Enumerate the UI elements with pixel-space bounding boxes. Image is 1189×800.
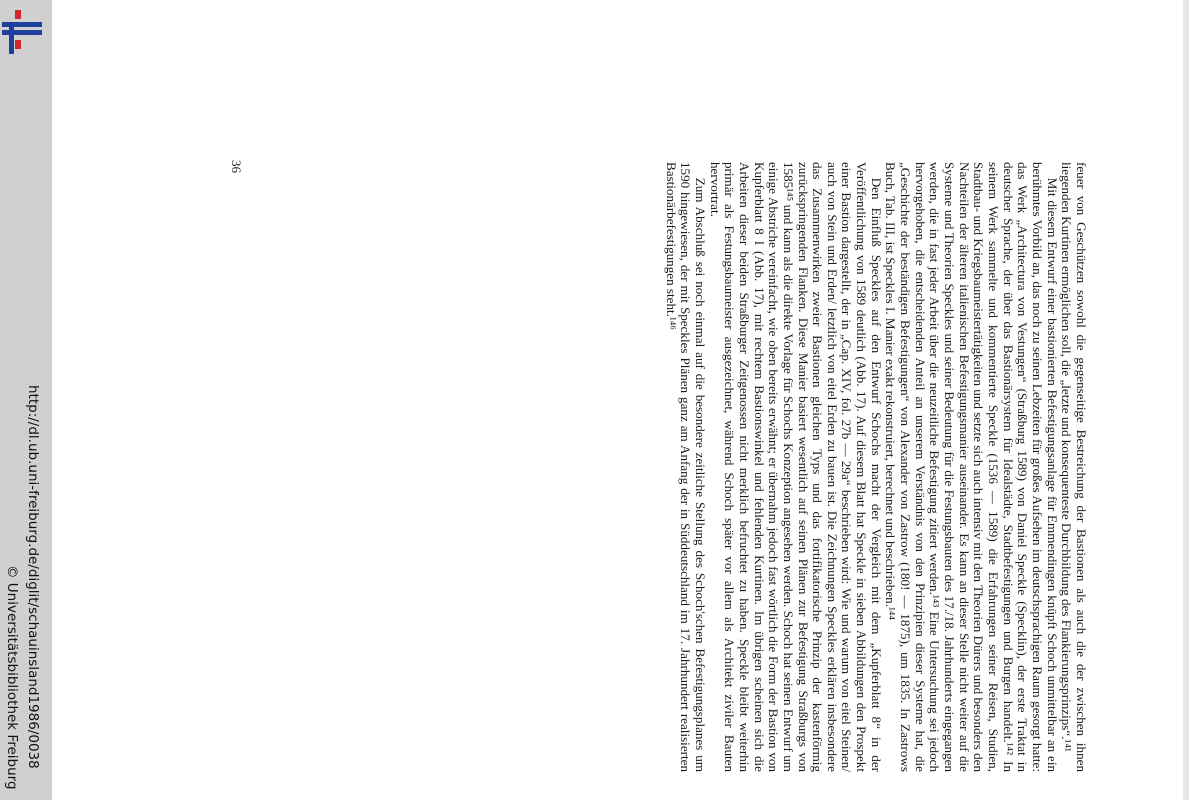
copyright-notice: © Universitätsbibliothek Freiburg xyxy=(4,565,20,790)
page-text xyxy=(353,162,1088,772)
page-edge xyxy=(1183,0,1189,800)
source-url[interactable]: http://dl.ub.uni-freiburg.de/diglit/schauinsland1986/0038 xyxy=(25,385,41,769)
paragraph-1: feuer von Geschützen sowohl die gegenseitige Bestreichung der Bastionen als auch die der zwischen ihnen liegenden Kurtinen ermöglichen soll, die „letzte und konsequenteste Durchbildung des Flankierungsprinzips“.¹⁴¹ xyxy=(1059,162,1089,772)
sidebar xyxy=(0,0,52,800)
paragraph-2: Mit diesem Entwurf einer bastionierten Befestigungsanlage für Emmendingen knüpft Schoch unmittelbar an ein berühmtes Vorbild an, das noch zu seinen Lebzeiten für großes Aufsehen im deutschsprachigen Raum gesorgt hatte: das Werk „Architectura von Vestungen“ (Straßburg 1589) von Daniel Speckle (Specklin), der erste Traktat in deutscher Sprache, der über das Bastionärsystem für Idealstädte, Stadtbefestigungen und Burgen handelt.¹⁴² In seinem Werk sammelte und kommentierte Speckle (1536 — 1589) die Erfahrungen seiner Reisen, Studien, Stadtbau- und Kriegsbaumeistertätigkeiten und setzte sich auch intensiv mit den Theorien Dürers und besonders den Nachteilen der älteren italienischen Befestigungsmanier auseinander. Es kann an dieser Stelle nicht weiter auf die Systeme und Theorien Speckles und seiner Bedeutung für die Festungsbauten des 17./18. Jahrhunderts eingegangen werden, die in fast jeder Arbeit über die neuzeitliche Befestigung zitiert werden.¹⁴³ Eine Untersuchung sei jedoch hervorgehoben, die entscheidenden Anteil an unserem Verständnis von den Prinzipien dieser Systeme hat, die „Geschichte der beständigen Befestigungen“ von Alexander von Zastrow (180! — 1875), um 1835. In Zastrows Buch, Tab. III, ist Speckles I. Manier exakt rekonstruiert, berechnet und beschrieben.¹⁴⁴ xyxy=(883,162,1060,772)
library-logo-icon xyxy=(2,10,46,59)
paragraph-4: Zum Abschluß sei noch einmal auf die besondere zeitliche Stellung des Schoch'schen Befestigungsplanes um 1590 hingewiesen, der mit Speckles Plänen ganz am Anfang der in Süddeutschland im 17. Jahrhundert realisierten Bastionärbefestigungen steht.¹⁴⁶ xyxy=(663,162,708,772)
page-number: 36 xyxy=(229,160,244,173)
paragraph-3: Den Einfluß Speckles auf den Entwurf Schochs macht der Vergleich mit dem „Kupferblatt 8“ in der Veröffentlichung von 1589 deutlich (Abb. 17). Auf diesem Blatt hat Speckle in sieben Abbildungen den Prospekt einer Bastion dargestellt, der in „Cap. XIV, fol. 27b — 29a“ beschrieben wird: Wie und warum von eitel Steinen/ auch von Stein und Erden/ letztlich von eitel Erden zu bauen ist. Die Zeichnungen Speckles erklären insbesondere das Zusammenwirken zweier Bastionen gleichen Typs und das fortifikatorische Prinzip der kastenförmig zurückspringenden Flanken. Diese Manier basiert wesentlich auf seinen Plänen zur Befestigung Straßburgs von 1585¹⁴⁵ und kann als die direkte Vorlage für Schochs Konzeption angesehen werden. Schoch hat seinen Entwurf um einige Abstriche vereinfacht, wie oben bereits erwähnt; er übernahm jedoch fast wörtlich die Form der Bastion von Kupferblatt 8 I (Abb. 17), mit rechtem Bastionswinkel und fehlenden Kurtinen. Im übrigen scheinen sich die Arbeiten dieser beiden Straßburger Zeitgenossen nicht merklich befruchtet zu haben. Speckle bleibt weiterhin primär als Festungsbaumeister ausgezeichnet, während Schoch später vor allem als Architekt ziviler Bauten hervortrat. xyxy=(707,162,884,772)
